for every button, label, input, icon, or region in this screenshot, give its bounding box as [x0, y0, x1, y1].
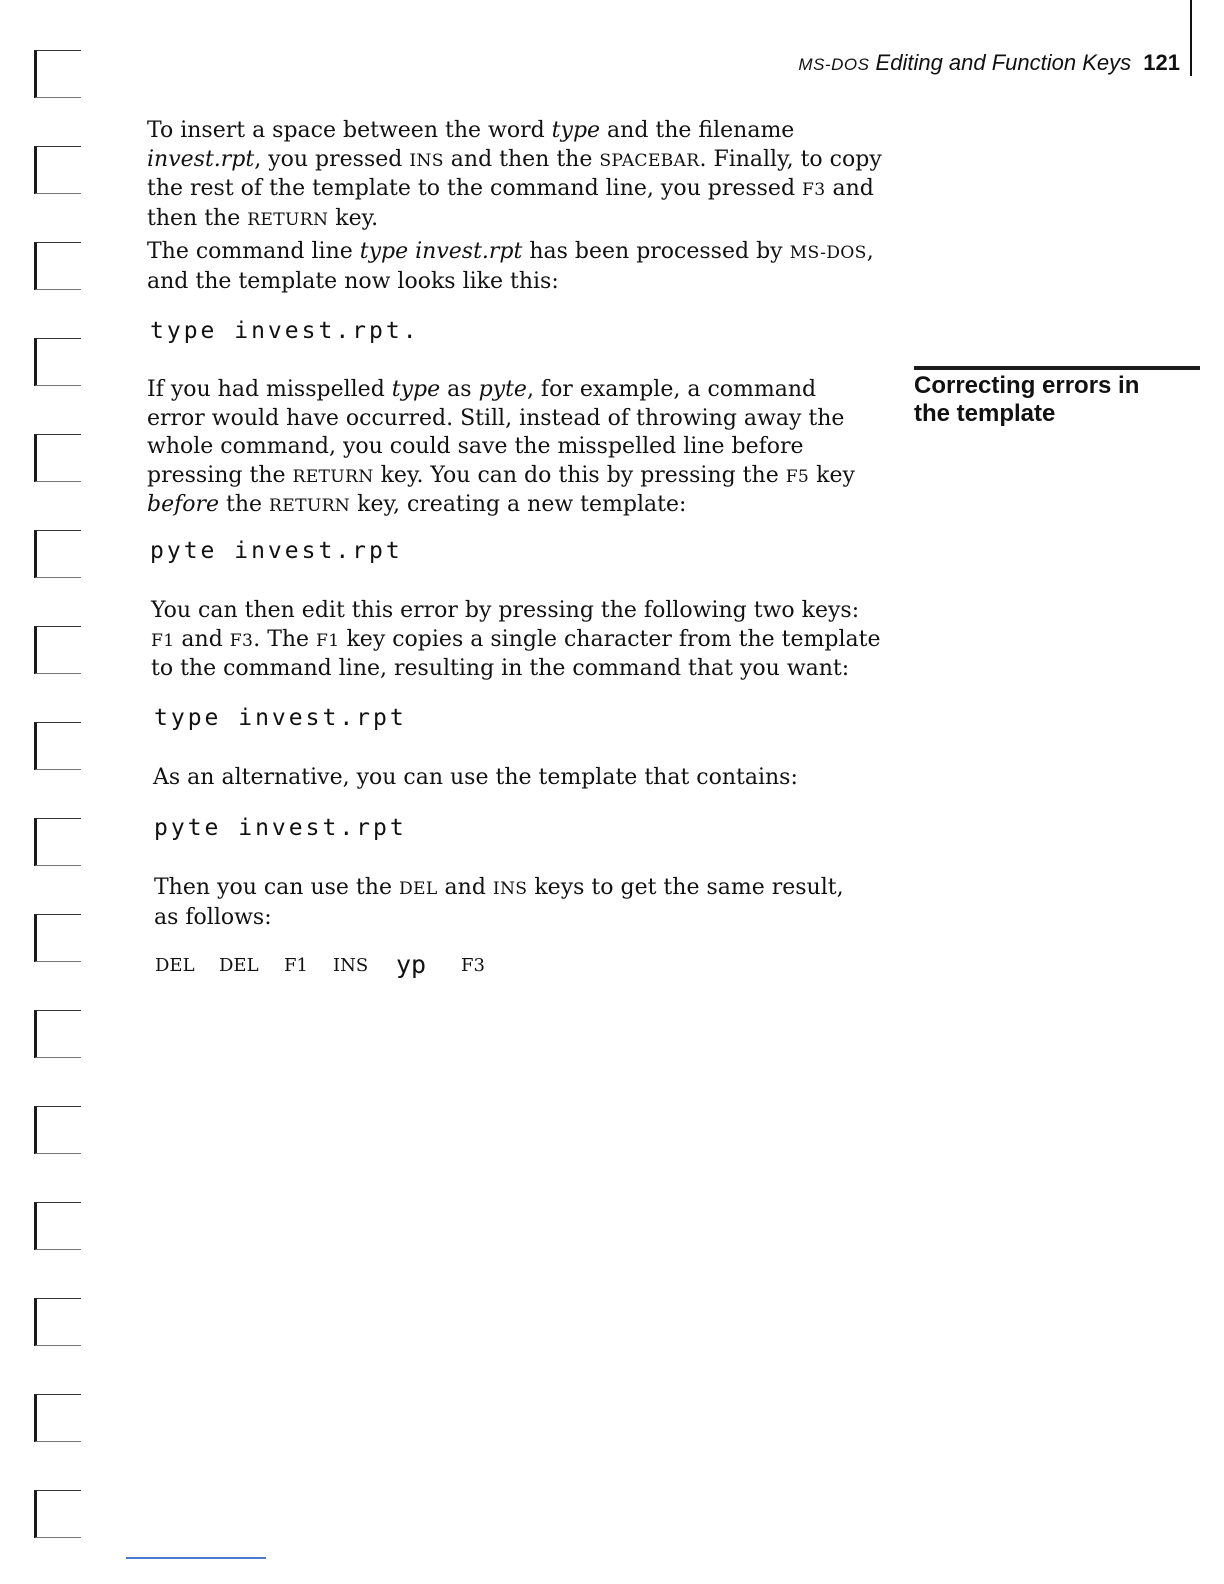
running-header — [798, 50, 1180, 76]
key-name: MS-DOS — [789, 243, 867, 263]
key-ins: INS — [333, 955, 369, 976]
key-name: RETURN — [247, 209, 329, 230]
key-name: INS — [409, 150, 444, 171]
text: and — [174, 626, 230, 652]
margin-heading-line: the template — [914, 400, 1056, 427]
margin-heading — [914, 372, 1204, 428]
header-title: Editing and Function Keys — [875, 50, 1132, 75]
code-line-1: type invest.rpt. — [150, 318, 420, 344]
binder-bracket — [34, 722, 81, 770]
key-name: F3 — [229, 630, 254, 651]
text: and then the — [443, 146, 600, 172]
text: key. — [328, 205, 379, 231]
text: has been processed by — [522, 239, 790, 264]
text: key. You can do this by pressing the — [373, 462, 786, 488]
text: The command line — [147, 239, 360, 264]
code-line-2: pyte invest.rpt — [150, 538, 403, 564]
italic-text: pyte — [478, 377, 527, 402]
header-os: MS-DOS — [798, 55, 870, 74]
binder-bracket — [34, 146, 81, 194]
paragraph-3 — [147, 376, 877, 521]
binder-bracket — [34, 1394, 81, 1442]
key-name: RETURN — [292, 466, 374, 487]
key-del: DEL — [155, 955, 195, 976]
text: keys to get the same result, as follows: — [154, 875, 844, 930]
text: , for example, a command error would have occurred. Still, instead of throwing away the whole command, you could save the misspelled line before pressing the — [147, 377, 845, 488]
key-name: RETURN — [269, 496, 351, 516]
key-name: F5 — [785, 466, 810, 487]
text: If you had misspelled — [147, 377, 392, 402]
text: as — [440, 377, 479, 402]
key-name: SPACEBAR — [599, 150, 700, 171]
text: To insert a space between the word — [147, 118, 552, 143]
page-number: 121 — [1143, 50, 1180, 75]
key-name: F1 — [151, 630, 175, 651]
binder-bracket — [34, 1010, 81, 1058]
text: , you pressed — [254, 146, 410, 172]
italic-text: type — [551, 118, 601, 143]
key-f3: F3 — [461, 955, 485, 976]
margin-heading-line: Correcting errors in — [914, 372, 1140, 399]
paragraph-6 — [154, 874, 844, 932]
text: . Finally, to copy the rest of the template to the command line, you pressed — [147, 146, 882, 201]
paragraph-2 — [147, 238, 887, 296]
binder-bracket — [34, 530, 81, 578]
paragraph-1 — [147, 117, 887, 234]
paragraph-4 — [151, 597, 886, 684]
margin-heading-rule — [914, 366, 1200, 370]
italic-text: invest.rpt — [147, 146, 255, 172]
binder-bracket — [34, 1298, 81, 1346]
key-name: F1 — [316, 630, 340, 651]
text: key, creating a new template: — [350, 492, 687, 517]
key-f1: F1 — [284, 955, 308, 976]
text: the — [219, 492, 270, 517]
code-line-4: pyte invest.rpt — [154, 815, 407, 841]
header-rule — [1190, 0, 1192, 76]
paragraph-5: As an alternative, you can use the template that contains: — [153, 765, 798, 790]
binder-bracket — [34, 338, 81, 386]
italic-text: type — [391, 377, 441, 402]
text: key — [809, 462, 855, 488]
key-del: DEL — [219, 955, 259, 976]
text: You can then edit this error by pressing the following two keys: — [151, 598, 860, 623]
footer-line — [126, 1557, 266, 1559]
binder-bracket — [34, 914, 81, 962]
code-line-3: type invest.rpt — [154, 705, 407, 731]
key-name: INS — [492, 879, 528, 899]
text: and then the — [147, 176, 874, 231]
italic-text: type invest.rpt — [359, 239, 523, 264]
text: key copies a single character from the template to the command line, resulting in the command that you want: — [151, 626, 881, 681]
italic-text: before — [147, 492, 220, 517]
binder-bracket — [34, 1202, 81, 1250]
key-name: F3 — [802, 180, 826, 200]
text: and the filename — [600, 118, 795, 143]
text: , and the template now looks like this: — [147, 239, 874, 294]
binder-bracket — [34, 434, 81, 482]
text: . The — [253, 626, 317, 652]
binder-bracket — [34, 242, 81, 290]
key-name: DEL — [398, 879, 438, 899]
text: Then you can use the — [154, 875, 399, 900]
binder-bracket — [34, 50, 81, 98]
typed-characters: yp — [396, 950, 427, 979]
binder-bracket — [34, 626, 81, 674]
binder-bracket — [34, 1106, 81, 1154]
text: and — [437, 875, 493, 900]
binder-bracket — [34, 818, 81, 866]
binder-bracket — [34, 1490, 81, 1538]
